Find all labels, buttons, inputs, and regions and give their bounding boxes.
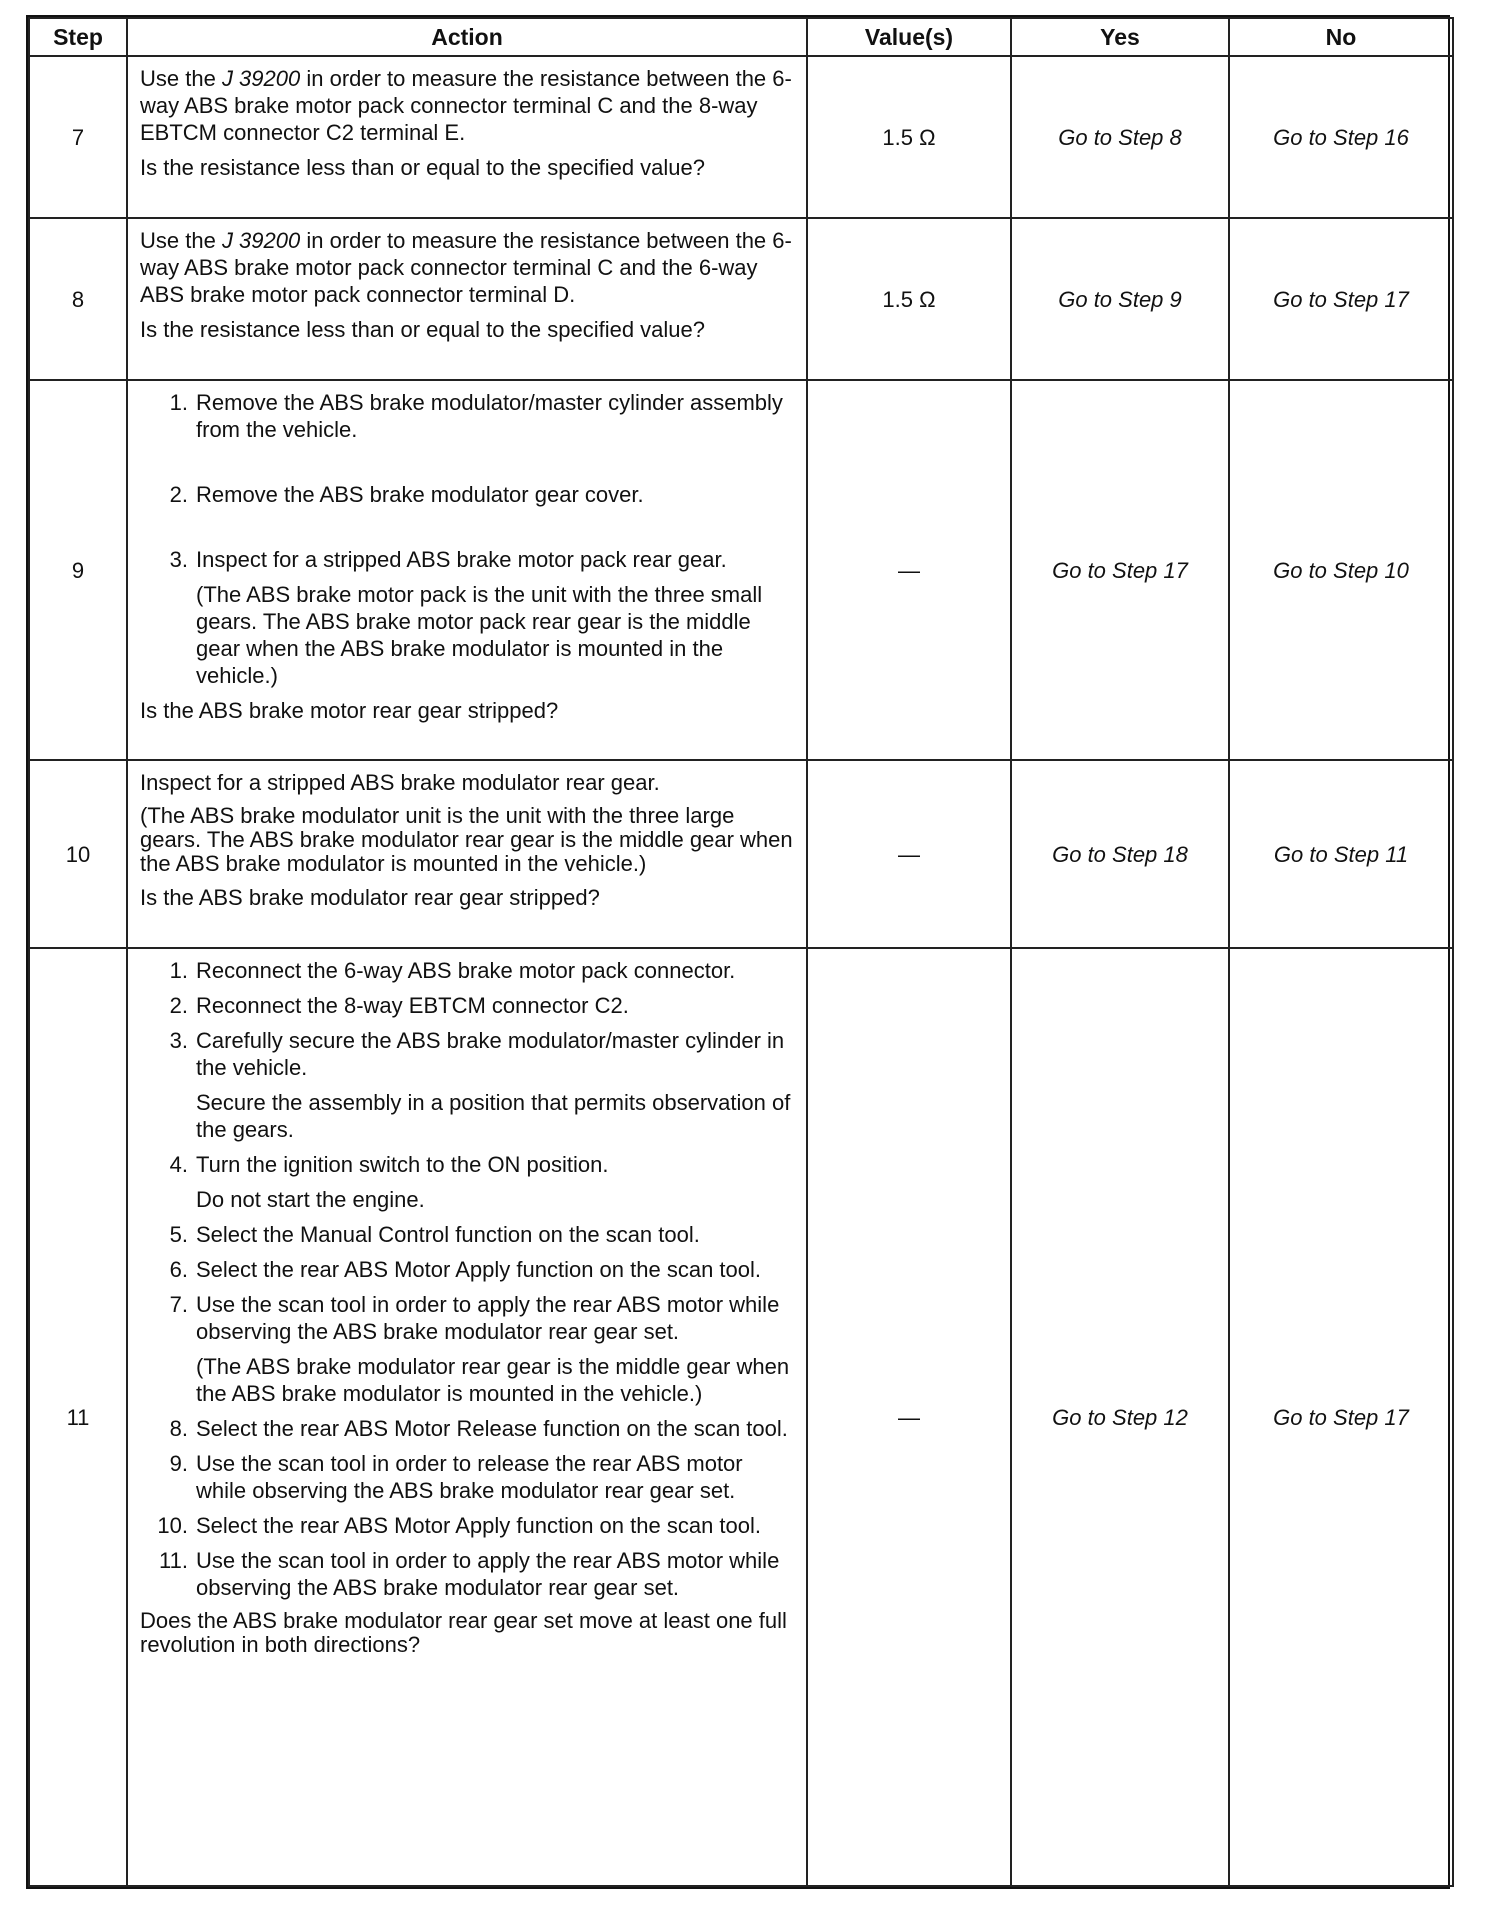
action-question: Is the resistance less than or equal to the specified value?: [140, 155, 706, 180]
list-item: 5. Select the Manual Control function on the scan tool.: [169, 1222, 700, 1247]
tool-name: J 39200: [221, 66, 301, 91]
diagnostic-table: [28, 17, 1454, 1887]
list-item: 1. Remove the ABS brake modulator/master cylinder assembly from the vehicle.: [169, 390, 783, 442]
header-yes: Yes: [1011, 18, 1229, 56]
yes-cell: Go to Step 18: [1011, 760, 1229, 948]
action-question: Is the ABS brake motor rear gear stripped?: [140, 698, 559, 723]
action-cell: [127, 218, 807, 380]
yes-cell: Go to Step 8: [1011, 56, 1229, 218]
header-no: No: [1229, 18, 1453, 56]
yes-cell: Go to Step 9: [1011, 218, 1229, 380]
action-question: Is the ABS brake modulator rear gear stripped?: [140, 885, 600, 910]
header-row: [29, 18, 1453, 56]
no-cell: Go to Step 11: [1229, 760, 1453, 948]
step-number: 7: [29, 56, 127, 218]
list-item: 6. Select the rear ABS Motor Apply function on the scan tool.: [169, 1257, 761, 1282]
list-item: 3. Inspect for a stripped ABS brake motor pack rear gear.: [169, 547, 727, 572]
action-note: Secure the assembly in a position that permits observation of the gears.: [196, 1090, 791, 1142]
step-number: 9: [29, 380, 127, 760]
no-cell: Go to Step 17: [1229, 948, 1453, 1886]
action-note: Do not start the engine.: [196, 1187, 425, 1212]
list-item: 4. Turn the ignition switch to the ON position.: [169, 1152, 609, 1177]
tool-name: J 39200: [221, 228, 301, 253]
step-number: 10: [29, 760, 127, 948]
table-row: [29, 948, 1453, 1886]
header-action: Action: [127, 18, 807, 56]
no-cell: Go to Step 10: [1229, 380, 1453, 760]
list-item: 2. Remove the ABS brake modulator gear cover.: [169, 482, 644, 507]
action-note: (The ABS brake modulator unit is the unit with the three large gears. The ABS brake modulator rear gear is the middle gear when the ABS brake modulator is mounted in the vehicle.): [140, 803, 793, 876]
list-item: 7. Use the scan tool in order to apply the rear ABS motor while observing the ABS brake modulator rear gear set.: [169, 1292, 780, 1344]
list-item: 1. Reconnect the 6-way ABS brake motor pack connector.: [169, 958, 736, 983]
table-row: [29, 380, 1453, 760]
list-item: 10. Select the rear ABS Motor Apply function on the scan tool.: [157, 1513, 761, 1538]
header-values: Value(s): [807, 18, 1011, 56]
table-row: [29, 56, 1453, 218]
table-row: [29, 760, 1453, 948]
action-question: Is the resistance less than or equal to the specified value?: [140, 317, 706, 342]
value-cell: —: [807, 760, 1011, 948]
list-item: 3. Carefully secure the ABS brake modulator/master cylinder in the vehicle.: [169, 1028, 785, 1080]
yes-cell: Go to Step 17: [1011, 380, 1229, 760]
action-text: Use the J 39200 in order to measure the resistance between the 6-way ABS brake motor pack connector terminal C and the 6-way ABS brake motor pack connector terminal D.: [140, 228, 792, 307]
action-text: Use the J 39200 in order to measure the resistance between the 6-way ABS brake motor pack connector terminal C and the 8-way EBTCM connector C2 terminal E.: [140, 66, 792, 145]
table-row: [29, 218, 1453, 380]
action-cell: [127, 948, 807, 1886]
header-step: Step: [29, 18, 127, 56]
list-item: 11. Use the scan tool in order to apply the rear ABS motor while observing the ABS brake modulator rear gear set.: [159, 1548, 780, 1600]
action-question: Does the ABS brake modulator rear gear set move at least one full revolution in both directions?: [140, 1608, 787, 1657]
step-number: 11: [29, 948, 127, 1886]
action-text: Inspect for a stripped ABS brake modulator rear gear.: [140, 770, 660, 795]
no-cell: Go to Step 16: [1229, 56, 1453, 218]
value-cell: 1.5 Ω: [807, 56, 1011, 218]
value-cell: —: [807, 380, 1011, 760]
action-cell: [127, 56, 807, 218]
list-item: 9. Use the scan tool in order to release the rear ABS motor while observing the ABS brake modulator rear gear set.: [169, 1451, 743, 1503]
step-number: 8: [29, 218, 127, 380]
yes-cell: Go to Step 12: [1011, 948, 1229, 1886]
value-cell: 1.5 Ω: [807, 218, 1011, 380]
value-cell: —: [807, 948, 1011, 1886]
list-item: 2. Reconnect the 8-way EBTCM connector C2.: [169, 993, 629, 1018]
action-cell: [127, 760, 807, 948]
list-item: 8. Select the rear ABS Motor Release function on the scan tool.: [169, 1416, 788, 1441]
action-note: (The ABS brake motor pack is the unit with the three small gears. The ABS brake motor pack rear gear is the middle gear when the ABS brake modulator is mounted in the vehicle.): [196, 582, 763, 688]
diagnostic-table-sheet: [26, 15, 1450, 1889]
action-note: (The ABS brake modulator rear gear is the middle gear when the ABS brake modulator is mounted in the vehicle.): [196, 1354, 790, 1406]
no-cell: Go to Step 17: [1229, 218, 1453, 380]
action-cell: [127, 380, 807, 760]
